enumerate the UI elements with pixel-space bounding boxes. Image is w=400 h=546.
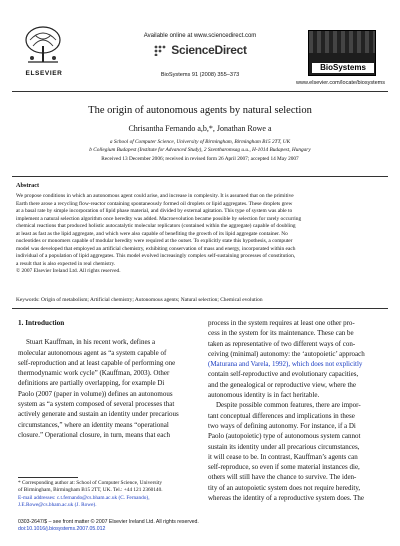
footnote-line: of Birmingham, Birmingham B15 2TT, UK. Tel.: +44 121 2360140. <box>18 487 163 494</box>
abstract-body <box>16 193 384 276</box>
sciencedirect-wordmark: ScienceDirect <box>171 43 247 57</box>
email-line[interactable]: E-mail addresses: c.t.fernando@cs.bham.ac.uk (C. Fernando), <box>18 494 150 501</box>
sciencedirect-dots-icon <box>153 44 167 56</box>
article-authors: Chrisantha Fernando a,b,*, Jonathan Rowe a <box>128 124 272 133</box>
body-line: taken as representative of two different ways of con- <box>208 339 356 348</box>
article-title: The origin of autonomous agents by natural selection <box>88 105 312 116</box>
right-column <box>208 318 386 503</box>
copyright-notice: 0303-2647/$ – see front matter © 2007 Elsevier Ireland Ltd. All rights reserved. <box>18 519 199 525</box>
body-line: tity of an autopoietic system does not require heredity, <box>208 483 361 492</box>
body-line: contain self-reproductive and evolutionary capacities, <box>208 370 359 379</box>
abstract-line: at a basal rate by simple incorporation of lipid phase material, and divided by external agitation. This type of system was able to <box>16 208 293 215</box>
body-line: (Maturana and Varela, 1992), which does not explicitly <box>208 360 363 369</box>
body-line: two ways of defining autonomy. For instance, if a Di <box>208 421 356 430</box>
body-line: molecular autonomous agent as “a system capable of <box>18 348 167 357</box>
abstract-line: implement a natural selection algorithm once heredity was added. Macroevolution became possible by selection for rarely occurring <box>16 215 302 222</box>
journal-cover-title: BioSystems <box>312 63 374 73</box>
body-line: Paolo (autopoietic) type of autonomous system cannot <box>208 432 361 441</box>
affiliation-a: a School of Computer Science, University of Birmingham, Birmingham B15 2TT, UK <box>109 139 291 145</box>
body-line: thermodynamic work cycle” (Kauffman, 2003). Other <box>18 369 170 378</box>
footnote-divider <box>18 477 78 478</box>
body-line: and the genealogical or reproductive view, where the <box>208 380 357 389</box>
sciencedirect-logo[interactable] <box>137 43 263 57</box>
abstract-line: nucleotides or monomers capable of modular heredity were required at the outset. To explicitly state this hypothesis, a computer <box>16 238 293 245</box>
copyright-line: © 2007 Elsevier Ireland Ltd. All rights reserved. <box>16 268 121 275</box>
body-line: self-reproduction and at least capable of performing one <box>18 358 176 367</box>
header-divider <box>12 91 388 92</box>
body-line: tant conceptual differences and implications in these <box>208 411 355 420</box>
abstract-divider <box>12 308 388 309</box>
body-line: closure.” Operational closure, in turn, means that each <box>18 430 170 439</box>
cover-pattern <box>309 31 375 53</box>
available-online-notice: Available online at www.sciencedirect.com <box>143 33 257 39</box>
left-column <box>18 318 194 440</box>
journal-citation: BioSystems 91 (2008) 355–373 <box>160 72 240 78</box>
body-line: sustain its identity under all precarious circumstances, <box>208 442 360 451</box>
body-line: autonomous identity is in fact heritable. <box>208 391 320 400</box>
abstract-heading: Abstract <box>16 182 40 189</box>
abstract-line: a result that is also expected in real chemistry. <box>16 260 116 267</box>
body-line: self-reproduce, so even if some material instances die, <box>208 463 360 472</box>
publisher-wordmark: ELSEVIER <box>25 70 63 77</box>
keywords: Keywords: Origin of metabolism; Artificial chemistry; Autonomous agents; Natural selection; Chemical evolution <box>16 297 263 303</box>
body-line: whereas the identity of a reproductive system does. The <box>208 494 364 503</box>
abstract-line: Earth there arose a recycling flow-reactor containing spontaneously formed oil droplets or lipid aggregates. These droplets grew <box>16 200 293 207</box>
abstract-line: at least as fast as the lipid aggregate, and which were also capable of benefiting the growth of its lipid aggregate container. No <box>16 230 288 237</box>
body-line: cess in the system for its maintenance. These can be <box>208 329 354 338</box>
footnote-line: * Corresponding author at: School of Computer Science, University <box>18 480 163 486</box>
received-dates: Received 13 December 2006; received in revised form 26 April 2007; accepted 14 May 2007 <box>101 156 299 162</box>
title-divider <box>12 176 388 177</box>
body-line: others will still have the chance to survive. The iden- <box>208 473 357 482</box>
doi-link[interactable]: doi:10.1016/j.biosystems.2007.05.012 <box>18 526 106 532</box>
section-heading: 1. Introduction <box>18 319 65 327</box>
abstract-line: model was developed that employed an artificial chemistry, exhibiting conservation of mass and energy, incorporated within each <box>16 245 296 252</box>
body-line: system as “a system composed of several processes that <box>18 400 175 409</box>
body-line: Paolo (2007 (paper in volume)) defines an autonomous <box>18 389 173 398</box>
body-line: circumstances,” where an identity means “operational <box>18 420 169 429</box>
body-line: process in the system requires at least one other pro- <box>208 319 355 327</box>
body-line: definitions are partially overlapping, for example Di <box>18 379 165 388</box>
body-line: it will cease to be. In contrast, Kauffman’s agents can <box>208 452 358 461</box>
abstract-line: chemical reactions that produced holistic autocatalytic molecular replicators (contained within the aggregate) capable of doubling <box>16 223 296 230</box>
body-line: ceiving (minimal) autonomy: the ‘autopoietic’ approach <box>208 349 365 358</box>
body-line: Stuart Kauffman, in his recent work, defines a <box>26 338 156 347</box>
affiliation-b: b Collegium Budapest (Institute for Advanced Study), 2 Szentharomsag u.u., H-1014 Budapest, Hungary <box>89 147 311 153</box>
journal-cover-thumbnail[interactable] <box>308 30 376 76</box>
corresponding-author-footnote <box>18 480 198 509</box>
front-matter-info <box>18 519 238 533</box>
abstract-line: We propose conditions in which an autonomous agent could arise, and increase in complexity. It is assumed that on the primitive <box>16 193 294 199</box>
body-line: actively generate and sustain an identity under precarious <box>18 410 179 419</box>
elsevier-tree-logo <box>20 22 66 68</box>
email-line[interactable]: J.E.Rowe@cs.bham.ac.uk (J. Rowe). <box>18 501 97 508</box>
body-line: Despite possible common features, there are impor- <box>216 401 361 410</box>
abstract-line: individual of a population of lipid aggregates. This model evolved increasingly complex self-sustaining processes of constitution, <box>16 253 296 260</box>
journal-url[interactable]: www.elsevier.com/locate/biosystems <box>296 80 385 86</box>
